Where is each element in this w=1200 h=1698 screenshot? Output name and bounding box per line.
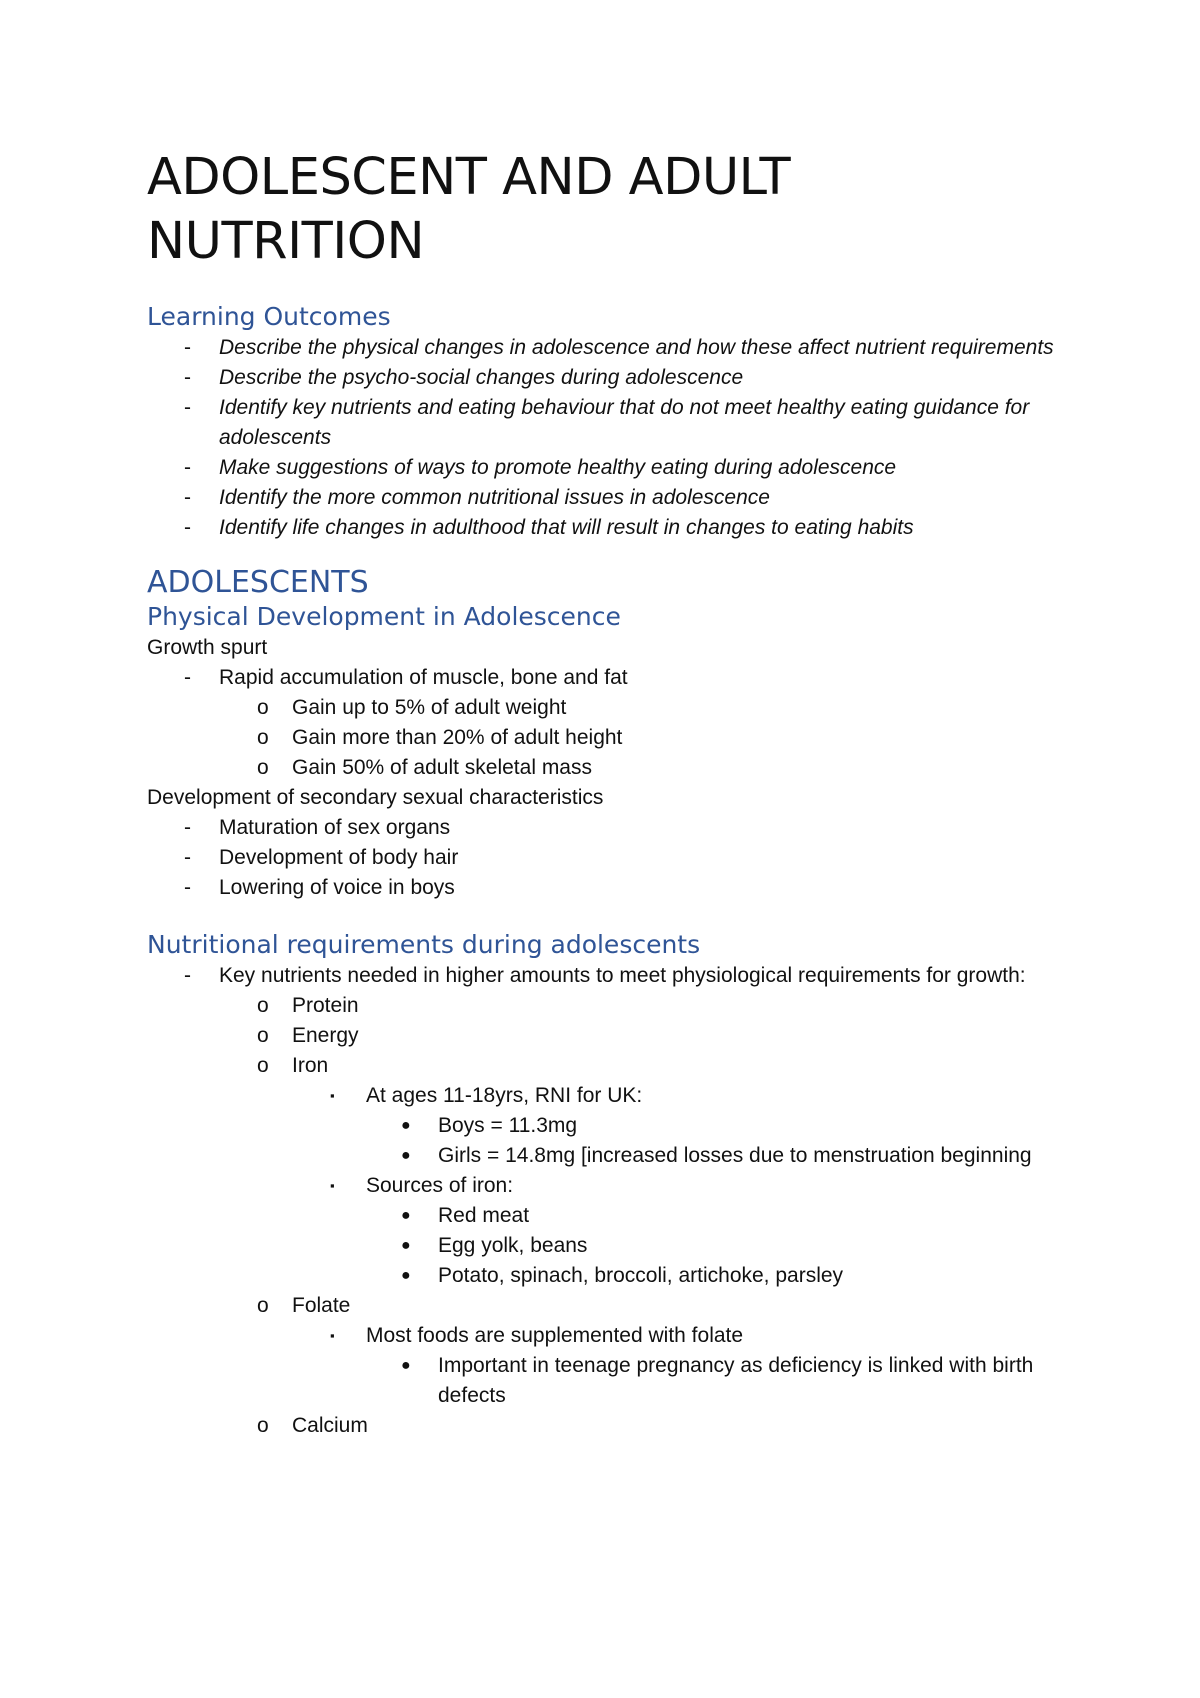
list-item: - Lowering of voice in boys: [184, 876, 455, 899]
list-item: o Gain 50% of adult skeletal mass: [257, 756, 592, 779]
title-line-2: NUTRITION: [147, 212, 425, 271]
list-item: ▪ At ages 11-18yrs, RNI for UK:: [330, 1084, 643, 1107]
list-item: ● Red meat: [401, 1204, 530, 1227]
adolescents-heading: ADOLESCENTS: [147, 565, 369, 600]
list-item: - Key nutrients needed in higher amounts to meet physiological requirements for growth:: [184, 964, 1026, 987]
list-item: o Protein: [257, 994, 359, 1017]
learning-outcomes-list: [147, 333, 1077, 543]
nutritional-requirements-list: [147, 961, 1077, 1441]
list-item: o Iron: [257, 1054, 329, 1077]
list-item: - Identify the more common nutritional issues in adolescence: [184, 486, 770, 509]
list-item: - Describe the physical changes in adolescence and how these affect nutrient requirements: [184, 336, 1054, 359]
list-item: o Calcium: [257, 1414, 368, 1437]
nutritional-requirements-heading: Nutritional requirements during adolescents: [147, 930, 701, 959]
list-item: - Maturation of sex organs: [184, 816, 451, 839]
list-item: - Describe the psycho-social changes during adolescence: [184, 366, 744, 389]
title-line-1: ADOLESCENT AND ADULT: [147, 148, 791, 207]
list-item: ▪ Sources of iron:: [330, 1174, 514, 1197]
list-item: ● Boys = 11.3mg: [401, 1114, 578, 1137]
list-item: ● Girls = 14.8mg [increased losses due to menstruation beginning: [401, 1144, 1032, 1167]
list-item: ● Egg yolk, beans: [401, 1234, 588, 1257]
list-item: ▪ Most foods are supplemented with folate: [330, 1324, 744, 1347]
list-item: - Identify key nutrients and eating behaviour that do not meet healthy eating guidance for adolescents: [184, 396, 1030, 449]
list-item: - Development of body hair: [184, 846, 459, 869]
physical-development-heading: Physical Development in Adolescence: [147, 602, 621, 631]
list-item: o Energy: [257, 1024, 359, 1047]
list-item: - Identify life changes in adulthood that will result in changes to eating habits: [184, 516, 914, 539]
secondary-characteristics-label: Development of secondary sexual characteristics: [147, 786, 604, 809]
list-item: - Rapid accumulation of muscle, bone and fat: [184, 666, 628, 689]
list-item: o Folate: [257, 1294, 351, 1317]
list-item: o Gain more than 20% of adult height: [257, 726, 623, 749]
learning-outcomes-heading: Learning Outcomes: [147, 302, 391, 331]
document-title: [147, 146, 1077, 274]
list-item: ● Important in teenage pregnancy as deficiency is linked with birth defects: [401, 1354, 1034, 1407]
list-item: o Gain up to 5% of adult weight: [257, 696, 567, 719]
list-item: - Make suggestions of ways to promote healthy eating during adolescence: [184, 456, 897, 479]
document-page: [147, 146, 1077, 1441]
secondary-characteristics-list: [147, 813, 1077, 903]
growth-spurt-list: [147, 663, 1077, 783]
growth-spurt-label: Growth spurt: [147, 636, 268, 659]
list-item: ● Potato, spinach, broccoli, artichoke, parsley: [401, 1264, 844, 1287]
